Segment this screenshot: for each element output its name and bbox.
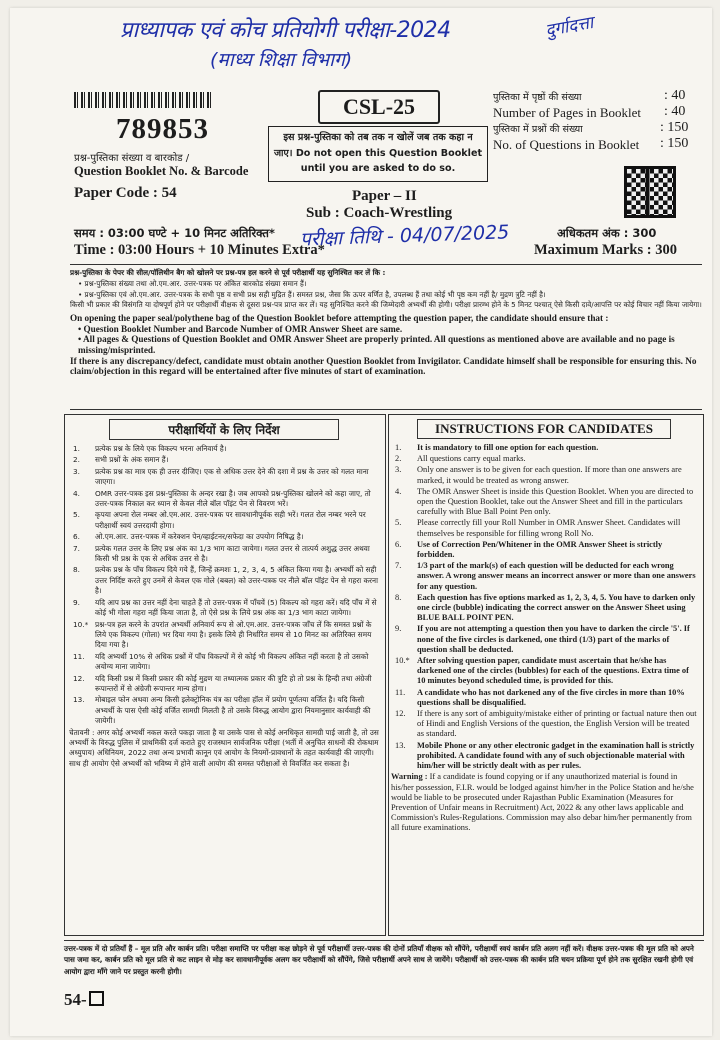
hindi-instruction-text: यदि आप प्रश्न का उत्तर नहीं देना चाहते हैं तो उत्तर-पत्रक में पाँचवें (5) विकल्प को गहरा करें। यदि पाँच में से कोई भी गोला गहरा नहीं किया जाता है, तो ऐसे प्रश्न के लिये प्रश्न अंक का 1/3 भाग काटा जायेगा।: [95, 597, 377, 618]
barcode-image: [74, 92, 214, 108]
pages-value-english: : 40: [664, 104, 686, 119]
handwritten-exam-date: परीक्षा तिथि - 04/07/2025: [299, 221, 510, 251]
questions-value: : 150: [660, 120, 689, 135]
hindi-instruction-text: ओ.एम.आर. उत्तर-पत्रक में करेक्शन पेन/व्हाईटनर/सफेदा का उपयोग निषिद्ध है।: [95, 532, 304, 542]
english-instruction-text: A candidate who has not darkened any of the five circles in more than 10% questions shall be disqualified.: [417, 687, 685, 707]
hindi-warning: चेतावनी : अगर कोई अभ्यर्थी नकल करते पकड़ा जाता है या उसके पास से कोई अनधिकृत सामग्री पाई जाती है, तो उस अभ्यर्थी के विरुद्ध पुलिस में प्राथमिकी दर्ज कराते हुए राजस्थान सार्वजनिक परीक्षा (भर्ती में अनुचित साधनों की रोकथाम अध्युपाय) अधिनियम, 2022 तथा अन्य प्रभावी कानून एवं आयोग के नियमों-प्रावधानों के तहत कार्यवाही की जाएगी। साथ ही आयोग ऐसे अभ्यर्थी को भविष्य में होने वाली आयोग की समस्त परीक्षाओं से विवर्जित कर सकता है।: [69, 727, 379, 768]
hindi-instruction-number: 8.: [73, 565, 80, 575]
english-instruction-text: Only one answer is to be given for each question. If more than one answers are marked, it would be treated as wrong answer.: [417, 465, 682, 485]
hindi-instruction-item: [69, 565, 379, 596]
english-instruction-text: Mobile Phone or any other electronic gadget in the examination hall is strictly prohibited. A candidate found with any of such objectionable material with him/her will be strictly dealt with as per rules.: [417, 740, 695, 771]
pre-hindi-intro: प्रश्न-पुस्तिका के पेपर की सील/पॉलिथीन बैग को खोलने पर प्रश्न-पत्र हल करने से पूर्व परीक्षार्थी यह सुनिश्चित कर लें कि :: [70, 268, 386, 277]
hindi-instruction-text: OMR उत्तर-पत्रक इस प्रश्न-पुस्तिका के अन्दर रखा है। जब आपको प्रश्न-पुस्तिका खोलने को कहा जाए, तो उत्तर-पत्रक निकाल कर ध्यान से केवल नीले बॉल पॉइंट पेन से विवरण भरें।: [95, 488, 371, 509]
do-not-open-notice: इस प्रश्न-पुस्तिका को तब तक न खोलें जब तक कहा न जाए। Do not open this Question Booklet until you are asked to do so.: [268, 126, 488, 182]
booklet-label-hindi: प्रश्न-पुस्तिका संख्या व बारकोड /: [74, 153, 190, 164]
hindi-instruction-item: [69, 620, 379, 651]
hindi-instruction-item: [69, 544, 379, 565]
paper-number: Paper – II: [352, 188, 417, 204]
english-instruction-item: [391, 709, 697, 740]
hindi-instruction-item: [69, 695, 379, 726]
english-instruction-text: The OMR Answer Sheet is inside this Question Booklet. When you are directed to open the Question Booklet, take out the Answer Sheet and fill in the particulars carefully with Blue Ball Point Pen only.: [417, 486, 694, 517]
pre-hindi-bullet-1: • प्रश्न-पुस्तिका संख्या तथा ओ.एम.आर. उत्तर-पत्रक पर अंकित बारकोड संख्या समान हैं।: [78, 278, 307, 288]
handwritten-exam-title: प्राध्यापक एवं कोच प्रतियोगी परीक्षा-2024: [120, 18, 451, 43]
english-instruction-text: If you are not attempting a question then you have to darken the circle '5'. If none of the five circles is darkened, one third (1/3) part of the marks of question shall be deducted.: [417, 624, 690, 654]
english-instruction-number: 1.: [395, 443, 402, 452]
pre-instructions: [70, 264, 702, 410]
pre-english-bullet-2: • All pages & Questions of Question Booklet and OMR Answer Sheet are properly printed. All questions as mentioned above are available and no page is missing/misprinted.: [78, 334, 675, 355]
max-marks-english: Maximum Marks : 300: [534, 242, 677, 258]
english-instruction-item: [391, 593, 697, 624]
english-instruction-text: Please correctly fill your Roll Number in OMR Answer Sheet. Candidates will themselves be responsible for filling wrong Roll No.: [417, 518, 681, 538]
hindi-instruction-item: [69, 510, 379, 531]
english-instruction-number: 7.: [395, 561, 402, 571]
english-instruction-item: [391, 688, 697, 708]
time-english: Time : 03:00 Hours + 10 Minutes Extra*: [74, 242, 325, 258]
hindi-instruction-number: 5.: [73, 510, 80, 520]
english-instruction-number: 9.: [395, 624, 402, 634]
hindi-instruction-item: [69, 652, 379, 673]
hindi-instruction-text: यदि किसी प्रश्न में किसी प्रकार की कोई मुद्रण या तथ्यात्मक प्रकार की त्रुटि हो तो प्रश्न के हिन्दी तथा अंग्रेजी रूपान्तरों में से अंग्रेजी रूपान्तर मान्य होगा।: [95, 673, 372, 693]
pre-english-intro: On opening the paper seal/polythene bag of the Question Booklet before attempting the question paper, the candidate should ensure that :: [70, 313, 609, 324]
max-marks-hindi: अधिकतम अंक : 300: [557, 226, 657, 240]
english-warning-label: Warning :: [391, 772, 428, 782]
hindi-instruction-text: कृपया अपना रोल नम्बर ओ.एम.आर. उत्तर-पत्रक पर सावधानीपूर्वक सही भरें। गलत रोल नम्बर भरने पर परीक्षार्थी स्वयं उत्तरदायी होगा।: [95, 510, 366, 530]
english-instruction-item: [391, 624, 697, 655]
english-instruction-text: It is mandatory to fill one option for each question.: [417, 443, 599, 452]
hindi-instructions-list: [69, 444, 379, 727]
english-instruction-text: All questions carry equal marks.: [417, 454, 526, 464]
english-instruction-number: 12.: [395, 709, 406, 719]
hindi-instruction-text: प्रत्येक गलत उत्तर के लिए प्रश्न अंक का 1/3 भाग काटा जायेगा। गलत उत्तर से तात्पर्य अशुद्ध उत्तर अथवा किसी भी प्रश्न के एक से अधिक उत्तर से है।: [95, 543, 370, 564]
english-instruction-item: [391, 540, 697, 560]
square-icon: [89, 991, 104, 1006]
series-code-box: CSL-25: [318, 90, 440, 124]
pages-label-hindi: पुस्तिका में पृष्ठों की संख्या: [493, 92, 582, 103]
hindi-instruction-item: [69, 467, 379, 488]
hindi-instruction-item: [69, 444, 379, 454]
hindi-instruction-text: यदि अभ्यर्थी 10% से अधिक प्रश्नों में पाँच विकल्पों में से कोई भी विकल्प अंकित नहीं करता है तो उसको अयोग्य माना जायेगा।: [95, 651, 369, 672]
questions-value-english: : 150: [660, 136, 689, 151]
booklet-number: 789853: [116, 113, 209, 145]
english-instruction-item: [391, 561, 697, 592]
hindi-instruction-item: [69, 674, 379, 695]
english-instruction-text: After solving question paper, candidate must ascertain that he/she has darkened one of the circles (bubbles) for each of the questions. Extra time of 10 minutes beyond scheduled time, is provided for this.: [417, 656, 689, 686]
hindi-instruction-item: [69, 598, 379, 619]
pages-value: : 40: [664, 88, 686, 103]
english-instruction-number: 2.: [395, 454, 402, 464]
english-instruction-item: [391, 454, 697, 464]
english-instruction-number: 11.: [395, 687, 406, 697]
hindi-instruction-text: प्रत्येक प्रश्न के लिये एक विकल्प भरना अनिवार्य है।: [95, 444, 227, 453]
hindi-instruction-number: 4.: [73, 488, 80, 498]
questions-label-hindi: पुस्तिका में प्रश्नों की संख्या: [493, 124, 583, 135]
pre-english-bullet-1: • Question Booklet Number and Barcode Number of OMR Answer Sheet are same.: [78, 323, 403, 334]
english-instruction-number: 8.: [395, 592, 402, 602]
pre-hindi-bullet-3: किसी भी प्रकार की विसंगति या दोषपूर्ण होने पर परीक्षार्थी वीक्षक से दूसरा प्रश्न-पत्र प्राप्त कर लें। यह सुनिश्चित करने की जिम्मेदारी अभ्यर्थी की होगी। परीक्षा प्रारम्भ होने के 5 मिनट पश्चात् ऐसे किसी दावे/आपत्ति पर कोई विचार नहीं किया जायेगा।: [70, 300, 702, 310]
hindi-instruction-text: मोबाइल फोन अथवा अन्य किसी इलेक्ट्रोनिक यंत्र का परीक्षा हॉल में प्रयोग पूर्णतया वर्जित है। यदि किसी अभ्यर्थी के पास ऐसी कोई वर्जित सामग्री मिलती है तो उसके विरुद्ध आयोग द्वारा नियमानुसार कार्यवाही की जायेगी।: [95, 695, 371, 726]
english-instruction-number: 13.: [395, 740, 406, 750]
hindi-instruction-number: 12.: [73, 673, 85, 683]
footer-note: उत्तर-पत्रक में दो प्रतियाँ हैं – मूल प्रति और कार्बन प्रति। परीक्षा समाप्ति पर परीक्षा कक्ष छोड़ने से पूर्व परीक्षार्थी उत्तर-पत्रक की दोनों प्रतियाँ वीक्षक को सौंपेंगे, परीक्षार्थी स्वयं कार्बन प्रति अलग नहीं करें। वीक्षक उत्तर-पत्रक की मूल प्रति को अपने पास जमा कर, कार्बन प्रति को मूल प्रति से कट लाइन से मोड़ कर सावधानीपूर्वक अलग कर परीक्षार्थी को सौंपेंगे, जिसे परीक्षार्थी अपने साथ ले जायेंगे। परीक्षार्थी को उत्तर-पत्रक की कार्बन प्रति चयन प्रक्रिया पूर्ण होने तक सुरक्षित रखनी होगी एवं आयोग द्वारा माँगे जाने पर प्रस्तुत करनी होगी।: [64, 940, 704, 977]
hindi-instruction-text: प्रत्येक प्रश्न का मात्र एक ही उत्तर दीजिए। एक से अधिक उत्तर देने की दशा में प्रश्न के उत्तर को गलत माना जाएगा।: [95, 466, 369, 487]
english-instruction-item: [391, 518, 697, 538]
hindi-instruction-text: प्रत्येक प्रश्न के पाँच विकल्प दिये गये हैं, जिन्हें क्रमशः 1, 2, 3, 4, 5 अंकित किया गया है। अभ्यर्थी को सही उत्तर निर्दिष्ट करते हुए उनमें से केवल एक गोले (बबल) को उत्तर-पत्रक पर नीले बॉल पॉइंट पेन से गहरा करना है।: [95, 565, 378, 596]
hindi-instruction-number: 13.: [73, 695, 85, 705]
page-code-text: 54-: [64, 990, 87, 1009]
english-instruction-number: 5.: [395, 518, 402, 528]
hindi-instruction-number: 7.: [73, 543, 80, 553]
subject: Sub : Coach-Wrestling: [306, 205, 453, 221]
english-instruction-text: 1/3 part of the mark(s) of each question will be deducted for each wrong answer. A wrong answer means an incorrect answer or more than one answers for any question.: [417, 561, 696, 591]
time-hindi: समय : 03:00 घण्टे + 10 मिनट अतिरिक्त*: [74, 226, 275, 240]
english-instruction-number: 3.: [395, 465, 402, 475]
pages-label-english: Number of Pages in Booklet: [493, 105, 642, 120]
hindi-instruction-number: 10.*: [73, 619, 89, 629]
hindi-instructions-column: [64, 414, 386, 936]
hindi-instruction-number: 6.: [73, 532, 80, 542]
qr-code-image: [624, 166, 676, 218]
page-code: [64, 990, 104, 1010]
hindi-instruction-item: [69, 489, 379, 510]
english-instruction-text: Use of Correction Pen/Whitener in the OMR Answer Sheet is strictly forbidden.: [417, 539, 663, 560]
english-warning: If a candidate is found copying or if any unauthorized material is found in his/her possession, F.I.R. would be lodged against him/her in the Police Station and he/she would be liable to be prosecuted under Rajasthan Public Examination (Measures for Prevention of Unfair means in Recruitment) Act, 2022 & any other laws applicable and Commission's Rules-Regulations. Commission may also debar him/her permanently from all future examinations.: [391, 772, 694, 833]
hindi-instruction-number: 11.: [73, 651, 85, 661]
english-instruction-text: Each question has five options marked as 1, 2, 3, 4, 5. You have to darken only one circle (bubble) indicating the correct answer on the Answer Sheet using BLUE BALL POINT PEN.: [417, 592, 696, 623]
english-instructions-heading: INSTRUCTIONS FOR CANDIDATES: [417, 419, 671, 439]
english-instructions-column: [388, 414, 704, 936]
hindi-instruction-number: 2.: [73, 455, 80, 465]
pre-hindi-bullet-2: • प्रश्न-पुस्तिका एवं ओ.एम.आर. उत्तर-पत्रक के सभी पृष्ठ व सभी प्रश्न सही मुद्रित हैं। समस्त प्रश्न, जैसा कि ऊपर वर्णित है, उपलब्ध हैं तथा कोई भी पृष्ठ कम नहीं है/ मुद्रण त्रुटि नहीं है।: [78, 289, 546, 299]
handwritten-corner-note: दुर्गादत्ता: [543, 12, 595, 42]
english-instruction-item: [391, 741, 697, 772]
english-instruction-item: [391, 656, 697, 687]
english-instruction-number: 10.*: [395, 656, 410, 666]
pre-english-bullet-3: If there is any discrepancy/defect, candidate must obtain another Question Booklet from Invigilator. Candidate himself shall be responsible for ensuring this. No claim/objection in this regard will be entertained after five minutes of start of examination.: [70, 355, 697, 377]
hindi-instruction-number: 3.: [73, 466, 80, 476]
english-instructions-list: [391, 443, 697, 771]
english-instruction-item: [391, 465, 697, 485]
hindi-instruction-text: प्रश्न-पत्र हल करने के उपरांत अभ्यर्थी अनिवार्य रूप से ओ.एम.आर. उत्तर-पत्रक जाँच लें कि समस्त प्रश्नों के लिये एक विकल्प (गोला) भर दिया गया है। इसके लिये ही निर्धारित समय से 10 मिनट का अतिरिक्त समय दिया गया है।: [95, 619, 372, 650]
handwritten-department: (माध्य शिक्षा विभाग): [210, 49, 353, 71]
english-instruction-text: If there is any sort of ambiguity/mistake either of printing or factual nature then out of Hindi and English Versions of the question, the English Version will be treated as standard.: [417, 709, 697, 739]
english-instruction-number: 6.: [395, 539, 402, 549]
hindi-instructions-heading: परीक्षार्थियों के लिए निर्देश: [109, 419, 339, 440]
booklet-label-english: Question Booklet No. & Barcode: [74, 164, 249, 178]
english-instruction-item: [391, 487, 697, 518]
hindi-instruction-item: [69, 532, 379, 542]
hindi-instruction-item: [69, 455, 379, 465]
hindi-instruction-text: सभी प्रश्नों के अंक समान हैं।: [95, 455, 169, 465]
hindi-instruction-number: 1.: [73, 444, 80, 453]
paper-code: Paper Code : 54: [74, 185, 177, 201]
english-instruction-item: [391, 443, 697, 453]
questions-label-english: No. of Questions in Booklet: [493, 137, 640, 152]
english-instruction-number: 4.: [395, 486, 402, 496]
hindi-instruction-number: 9.: [73, 597, 80, 607]
